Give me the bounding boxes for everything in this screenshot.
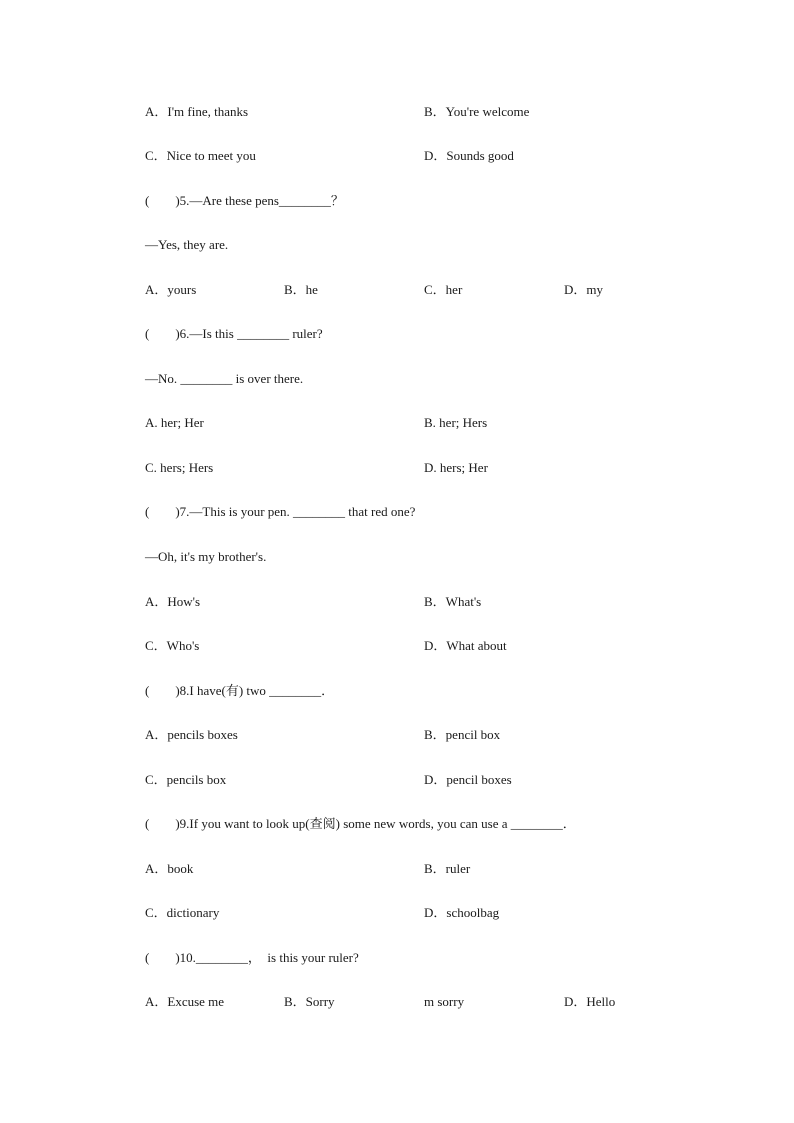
q9-stem: ( )9.If you want to look up(查阅) some new words, you can use a ________． (145, 816, 576, 831)
q5-reply: —Yes, they are. (145, 237, 229, 252)
q7-option-a: A．How's (145, 594, 201, 609)
q8-option-c: C．pencils box (145, 772, 227, 787)
q10-option-c: m sorry (424, 994, 465, 1009)
q6-option-c: C. hers; Hers (145, 460, 214, 475)
q10-option-a: A．Excuse me (145, 994, 225, 1009)
q6-option-a: A. her; Her (145, 415, 204, 430)
q5-option-b: B．he (284, 282, 318, 297)
q9-option-a: A．book (145, 861, 194, 876)
q5-option-d: D．my (564, 282, 604, 297)
q7-stem: ( )7.—This is your pen. ________ that red one? (145, 504, 416, 519)
q9-option-b: B．ruler (424, 861, 471, 876)
q10-option-b: B．Sorry (284, 994, 335, 1009)
q10-option-d: D．Hello (564, 994, 616, 1009)
q6-option-d: D. hers; Her (424, 460, 488, 475)
q5-option-a: A．yours (145, 282, 197, 297)
q4-option-c: C．Nice to meet you (145, 148, 256, 163)
q9-option-d: D．schoolbag (424, 905, 500, 920)
q6-reply: —No. ________ is over there. (145, 371, 304, 386)
q8-option-b: B．pencil box (424, 727, 501, 742)
q7-option-d: D．What about (424, 638, 507, 653)
q10-stem: ( )10.________， is this your ruler? (145, 950, 359, 965)
q8-option-a: A．pencils boxes (145, 727, 238, 742)
q7-option-c: C．Who's (145, 638, 200, 653)
q8-option-d: D．pencil boxes (424, 772, 512, 787)
q5-option-c: C．her (424, 282, 463, 297)
q7-option-b: B．What's (424, 594, 482, 609)
q6-option-b: B. her; Hers (424, 415, 488, 430)
q4-option-a: A．I'm fine, thanks (145, 104, 249, 119)
q8-stem: ( )8.I have(有) two ________． (145, 683, 335, 698)
q7-reply: —Oh, it's my brother's. (145, 549, 267, 564)
q4-option-b: B．You're welcome (424, 104, 530, 119)
q9-option-c: C．dictionary (145, 905, 220, 920)
q4-option-d: D．Sounds good (424, 148, 514, 163)
q6-stem: ( )6.—Is this ________ ruler? (145, 326, 323, 341)
q5-stem: ( )5.—Are these pens________？ (145, 193, 344, 208)
